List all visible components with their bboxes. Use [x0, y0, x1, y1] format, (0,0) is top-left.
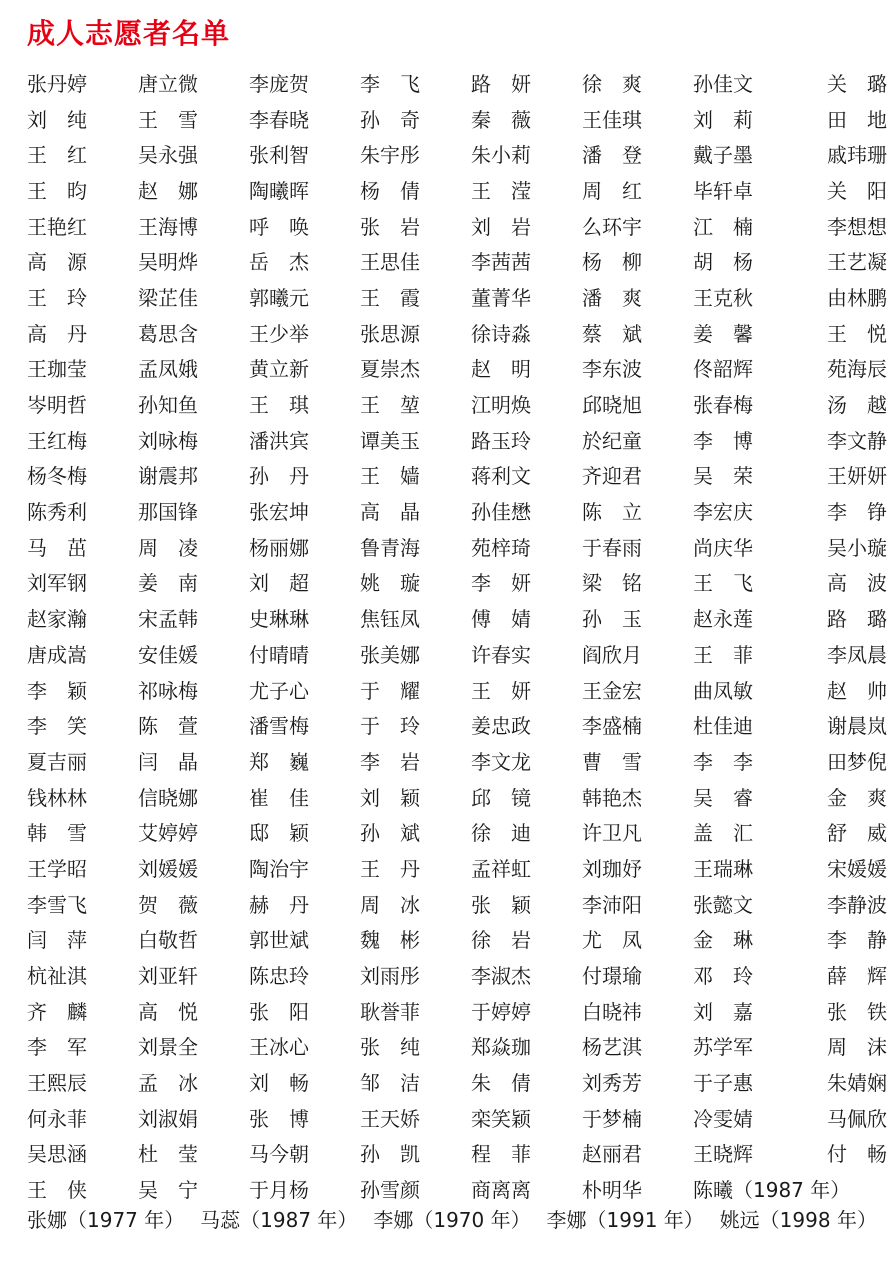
volunteer-name: 郑焱珈 — [471, 1035, 531, 1060]
volunteer-name: 王 菲 — [693, 642, 753, 667]
volunteer-name: 郭曦元 — [249, 285, 309, 310]
volunteer-name: 张 铁 — [827, 999, 887, 1024]
volunteer-name: 付 畅 — [827, 1142, 887, 1167]
volunteer-name: 李盛楠 — [582, 714, 642, 739]
volunteer-name: 刘咏梅 — [138, 428, 198, 453]
volunteer-name: 刘媛媛 — [138, 856, 198, 881]
volunteer-name-with-year: 李娜（1970 年） — [373, 1208, 531, 1232]
volunteer-name: 王晓辉 — [693, 1142, 753, 1167]
volunteer-name: 于月杨 — [249, 1178, 309, 1203]
volunteer-name: 刘 畅 — [249, 1071, 309, 1096]
volunteer-name: 朱宇彤 — [360, 143, 420, 168]
volunteer-name: 刘雨彤 — [360, 964, 420, 989]
volunteer-name: 尤子心 — [249, 678, 309, 703]
volunteer-name: 马今朝 — [249, 1142, 309, 1167]
volunteer-name: 邸 颖 — [249, 821, 309, 846]
volunteer-name: 王学昭 — [27, 856, 87, 881]
volunteer-name: 毕轩卓 — [693, 178, 753, 203]
volunteer-name: 王金宏 — [582, 678, 642, 703]
final-name-line — [27, 1208, 877, 1232]
volunteer-name: 朴明华 — [582, 1178, 642, 1203]
volunteer-name: 郑 巍 — [249, 749, 309, 774]
volunteer-name: 赵 帅 — [827, 678, 887, 703]
volunteer-name: 吴 荣 — [693, 464, 753, 489]
volunteer-name: 吴 睿 — [693, 785, 753, 810]
volunteer-name: 李 颖 — [27, 678, 87, 703]
volunteer-name: 张 博 — [249, 1106, 309, 1131]
volunteer-name: 李静波 — [827, 892, 887, 917]
volunteer-name: 曲凤敏 — [693, 678, 753, 703]
volunteer-name: 蔡 斌 — [582, 321, 642, 346]
volunteer-name: 付璟瑜 — [582, 964, 642, 989]
volunteer-name: 王 雪 — [138, 107, 198, 132]
volunteer-name: 孙 斌 — [360, 821, 420, 846]
volunteer-name: 潘雪梅 — [249, 714, 309, 739]
volunteer-name: 钱林林 — [27, 785, 87, 810]
volunteer-name: 张利智 — [249, 143, 309, 168]
volunteer-name: 王瑞琳 — [693, 856, 753, 881]
volunteer-name: 陶治宇 — [249, 856, 309, 881]
volunteer-name: 程 菲 — [471, 1142, 531, 1167]
volunteer-name: 孟祥虹 — [471, 856, 531, 881]
volunteer-name: 赵丽君 — [582, 1142, 642, 1167]
volunteer-name: 潘洪宾 — [249, 428, 309, 453]
volunteer-name: 汤 越 — [827, 393, 887, 418]
volunteer-name: 杨冬梅 — [27, 464, 87, 489]
volunteer-name: 王红梅 — [27, 428, 87, 453]
volunteer-name: 李东波 — [582, 357, 642, 382]
volunteer-name: 周 凌 — [138, 535, 198, 560]
volunteer-name: 邱 镜 — [471, 785, 531, 810]
volunteer-name: 杨丽娜 — [249, 535, 309, 560]
volunteer-name: 许春实 — [471, 642, 531, 667]
volunteer-name: 郭世斌 — [249, 928, 309, 953]
volunteer-name: 李 李 — [693, 749, 753, 774]
volunteer-name: 孟凤娥 — [138, 357, 198, 382]
page-title: 成人志愿者名单 — [27, 17, 231, 50]
volunteer-name: 李沛阳 — [582, 892, 642, 917]
volunteer-name: 王 堃 — [360, 393, 420, 418]
volunteer-name: 江 楠 — [693, 214, 753, 239]
volunteer-name: 李春晓 — [249, 107, 309, 132]
volunteer-name: 徐诗淼 — [471, 321, 531, 346]
volunteer-name: 高 悦 — [138, 999, 198, 1024]
volunteer-name: 杨 倩 — [360, 178, 420, 203]
volunteer-name: 王 滢 — [471, 178, 531, 203]
volunteer-name: 戚玮珊 — [827, 143, 887, 168]
volunteer-name: 孙佳懋 — [471, 500, 531, 525]
volunteer-name: 李凤晨 — [827, 642, 887, 667]
volunteer-name: 王 玲 — [27, 285, 87, 310]
volunteer-name: 李 军 — [27, 1035, 87, 1060]
volunteer-name: 蒋利文 — [471, 464, 531, 489]
volunteer-name: 那国锋 — [138, 500, 198, 525]
volunteer-name: 赵家瀚 — [27, 607, 87, 632]
volunteer-name: 刘军钢 — [27, 571, 87, 596]
volunteer-name: 李 妍 — [471, 571, 531, 596]
volunteer-name: 曹 雪 — [582, 749, 642, 774]
volunteer-name: 高 源 — [27, 250, 87, 275]
volunteer-name: 祁咏梅 — [138, 678, 198, 703]
volunteer-name: 胡 杨 — [693, 250, 753, 275]
volunteer-name: 李茜茜 — [471, 250, 531, 275]
volunteer-name: 张 颖 — [471, 892, 531, 917]
volunteer-name: 呼 唤 — [249, 214, 309, 239]
volunteer-name: 秦 薇 — [471, 107, 531, 132]
volunteer-name: 刘 超 — [249, 571, 309, 596]
volunteer-name-grid — [27, 66, 887, 1208]
volunteer-name: 尤 凤 — [582, 928, 642, 953]
volunteer-name: 岑明哲 — [27, 393, 87, 418]
volunteer-name: 薛 辉 — [827, 964, 887, 989]
volunteer-name: 崔 佳 — [249, 785, 309, 810]
volunteer-name: 赵 娜 — [138, 178, 198, 203]
volunteer-name: 史琳琳 — [249, 607, 309, 632]
volunteer-name: 闫 萍 — [27, 928, 87, 953]
volunteer-name: 李文静 — [827, 428, 887, 453]
volunteer-name: 李想想 — [827, 214, 887, 239]
volunteer-name: 耿誉菲 — [360, 999, 420, 1024]
volunteer-name: 王冰心 — [249, 1035, 309, 1060]
volunteer-name: 李雪飞 — [27, 892, 87, 917]
volunteer-name: 邹 洁 — [360, 1071, 420, 1096]
volunteer-name: 孙 玉 — [582, 607, 642, 632]
volunteer-name: 田梦倪 — [827, 749, 887, 774]
volunteer-name: 孙雪颜 — [360, 1178, 420, 1203]
volunteer-name: 谭美玉 — [360, 428, 420, 453]
volunteer-name: 吴明烨 — [138, 250, 198, 275]
volunteer-name: 王 霞 — [360, 285, 420, 310]
volunteer-name: 刘淑娟 — [138, 1106, 198, 1131]
volunteer-name: 姜忠政 — [471, 714, 531, 739]
volunteer-name: 盖 汇 — [693, 821, 753, 846]
volunteer-name: 佟韶辉 — [693, 357, 753, 382]
volunteer-name: 李庞贺 — [249, 71, 309, 96]
volunteer-name: 刘 莉 — [693, 107, 753, 132]
volunteer-name: 金 琳 — [693, 928, 753, 953]
volunteer-name: 吴永强 — [138, 143, 198, 168]
volunteer-name: 朱婧娴 — [827, 1071, 887, 1096]
volunteer-name: 孙 奇 — [360, 107, 420, 132]
volunteer-name: 冷雯婧 — [693, 1106, 753, 1131]
volunteer-name: 谢震邦 — [138, 464, 198, 489]
volunteer-name: 高 波 — [827, 571, 887, 596]
volunteer-name: 王 侠 — [27, 1178, 87, 1203]
volunteer-name: 赵 明 — [471, 357, 531, 382]
volunteer-name: 朱小莉 — [471, 143, 531, 168]
volunteer-name: 张 岩 — [360, 214, 420, 239]
volunteer-name: 岳 杰 — [249, 250, 309, 275]
volunteer-name: 孙知鱼 — [138, 393, 198, 418]
volunteer-name: 王 丹 — [360, 856, 420, 881]
volunteer-name: 王 琪 — [249, 393, 309, 418]
volunteer-name: 白晓祎 — [582, 999, 642, 1024]
volunteer-name: 姚 璇 — [360, 571, 420, 596]
volunteer-name: 潘 爽 — [582, 285, 642, 310]
volunteer-name: 宋孟韩 — [138, 607, 198, 632]
volunteer-name: 陈忠玲 — [249, 964, 309, 989]
volunteer-name: 张思源 — [360, 321, 420, 346]
volunteer-name: 王 嫱 — [360, 464, 420, 489]
volunteer-name: 由林鹏 — [827, 285, 887, 310]
volunteer-name: 梁 铭 — [582, 571, 642, 596]
volunteer-name: 唐立微 — [138, 71, 198, 96]
volunteer-name: 王 悦 — [827, 321, 887, 346]
volunteer-name: 闫 晶 — [138, 749, 198, 774]
volunteer-name: 刘 岩 — [471, 214, 531, 239]
volunteer-name: 徐 岩 — [471, 928, 531, 953]
volunteer-name: 马 茁 — [27, 535, 87, 560]
volunteer-name: 刘 嘉 — [693, 999, 753, 1024]
volunteer-name: 於纪童 — [582, 428, 642, 453]
volunteer-name: 路 璐 — [827, 607, 887, 632]
volunteer-name: 鲁青海 — [360, 535, 420, 560]
volunteer-name: 贺 薇 — [138, 892, 198, 917]
volunteer-name: 孙 凯 — [360, 1142, 420, 1167]
volunteer-name: 赵永莲 — [693, 607, 753, 632]
volunteer-name: 信晓娜 — [138, 785, 198, 810]
volunteer-name: 杜佳迪 — [693, 714, 753, 739]
volunteer-name: 王妍妍 — [827, 464, 887, 489]
volunteer-name: 于婷婷 — [471, 999, 531, 1024]
volunteer-name: 田 地 — [827, 107, 887, 132]
volunteer-name: 路 妍 — [471, 71, 531, 96]
volunteer-name: 刘亚轩 — [138, 964, 198, 989]
volunteer-name: 赫 丹 — [249, 892, 309, 917]
volunteer-name: 齐迎君 — [582, 464, 642, 489]
volunteer-name: 傅 婧 — [471, 607, 531, 632]
volunteer-name: 姜 南 — [138, 571, 198, 596]
volunteer-name: 白敬哲 — [138, 928, 198, 953]
volunteer-name: 李 博 — [693, 428, 753, 453]
volunteer-name: 葛思含 — [138, 321, 198, 346]
volunteer-name: 梁芷佳 — [138, 285, 198, 310]
volunteer-name: 夏崇杰 — [360, 357, 420, 382]
volunteer-name: 马佩欣 — [827, 1106, 887, 1131]
volunteer-name: 戴子墨 — [693, 143, 753, 168]
volunteer-name: 潘 登 — [582, 143, 642, 168]
volunteer-name-with-year: 陈曦（1987 年） — [693, 1178, 851, 1203]
volunteer-name: 高 丹 — [27, 321, 87, 346]
volunteer-name: 王克秋 — [693, 285, 753, 310]
volunteer-name: 路玉玲 — [471, 428, 531, 453]
volunteer-name: 王少举 — [249, 321, 309, 346]
volunteer-name-with-year: 李娜（1991 年） — [546, 1208, 704, 1232]
volunteer-name: 谢晨岚 — [827, 714, 887, 739]
volunteer-name: 周 红 — [582, 178, 642, 203]
volunteer-name: 张丹婷 — [27, 71, 87, 96]
volunteer-name: 关 璐 — [827, 71, 887, 96]
volunteer-name: 韩 雪 — [27, 821, 87, 846]
volunteer-name: 周 冰 — [360, 892, 420, 917]
volunteer-name: 王 妍 — [471, 678, 531, 703]
volunteer-name: 于子惠 — [693, 1071, 753, 1096]
volunteer-name: 董菁华 — [471, 285, 531, 310]
volunteer-name-with-year: 姚远（1998 年） — [719, 1208, 877, 1232]
volunteer-name: 刘秀芳 — [582, 1071, 642, 1096]
volunteer-name: 张懿文 — [693, 892, 753, 917]
volunteer-name: 魏 彬 — [360, 928, 420, 953]
volunteer-name: 邓 玲 — [693, 964, 753, 989]
volunteer-name: 刘珈妤 — [582, 856, 642, 881]
volunteer-name: 李淑杰 — [471, 964, 531, 989]
volunteer-name: 何永菲 — [27, 1106, 87, 1131]
volunteer-name: 于 耀 — [360, 678, 420, 703]
volunteer-name: 张美娜 — [360, 642, 420, 667]
volunteer-name: 苑海辰 — [827, 357, 887, 382]
volunteer-name: 王海博 — [138, 214, 198, 239]
volunteer-name: 王 昀 — [27, 178, 87, 203]
volunteer-name: 齐 麟 — [27, 999, 87, 1024]
volunteer-name: 吴小璇 — [827, 535, 887, 560]
volunteer-name: 陶曦晖 — [249, 178, 309, 203]
volunteer-name: 杨艺淇 — [582, 1035, 642, 1060]
volunteer-name: 陈秀利 — [27, 500, 87, 525]
volunteer-name: 金 爽 — [827, 785, 887, 810]
volunteer-name: 徐 爽 — [582, 71, 642, 96]
volunteer-name-with-year: 张娜（1977 年） — [27, 1208, 185, 1232]
volunteer-name: 杜 莹 — [138, 1142, 198, 1167]
volunteer-name: 张 纯 — [360, 1035, 420, 1060]
volunteer-name: 么环宇 — [582, 214, 642, 239]
volunteer-name-with-year: 马蕊（1987 年） — [200, 1208, 358, 1232]
volunteer-name: 王艺凝 — [827, 250, 887, 275]
volunteer-name: 苑梓琦 — [471, 535, 531, 560]
volunteer-name: 刘景全 — [138, 1035, 198, 1060]
volunteer-name: 王 飞 — [693, 571, 753, 596]
volunteer-name: 吴思涵 — [27, 1142, 87, 1167]
volunteer-name: 李 铮 — [827, 500, 887, 525]
volunteer-name: 于春雨 — [582, 535, 642, 560]
volunteer-name: 孟 冰 — [138, 1071, 198, 1096]
volunteer-name: 杭祉淇 — [27, 964, 87, 989]
volunteer-name: 于 玲 — [360, 714, 420, 739]
volunteer-name: 韩艳杰 — [582, 785, 642, 810]
volunteer-name: 徐 迪 — [471, 821, 531, 846]
volunteer-name: 刘 纯 — [27, 107, 87, 132]
volunteer-name: 刘 颖 — [360, 785, 420, 810]
volunteer-name: 江明焕 — [471, 393, 531, 418]
volunteer-name: 艾婷婷 — [138, 821, 198, 846]
volunteer-name: 尚庆华 — [693, 535, 753, 560]
volunteer-name: 商离离 — [471, 1178, 531, 1203]
volunteer-name: 关 阳 — [827, 178, 887, 203]
volunteer-name: 舒 威 — [827, 821, 887, 846]
volunteer-name: 付晴晴 — [249, 642, 309, 667]
volunteer-name: 王熙辰 — [27, 1071, 87, 1096]
volunteer-name: 高 晶 — [360, 500, 420, 525]
volunteer-name: 许卫凡 — [582, 821, 642, 846]
volunteer-name: 陈 立 — [582, 500, 642, 525]
volunteer-name: 安佳媛 — [138, 642, 198, 667]
volunteer-name: 杨 柳 — [582, 250, 642, 275]
volunteer-name: 焦钰凤 — [360, 607, 420, 632]
volunteer-name: 吴 宁 — [138, 1178, 198, 1203]
volunteer-name: 张春梅 — [693, 393, 753, 418]
volunteer-name: 夏吉丽 — [27, 749, 87, 774]
volunteer-name: 黄立新 — [249, 357, 309, 382]
volunteer-name: 张宏坤 — [249, 500, 309, 525]
volunteer-name: 王天娇 — [360, 1106, 420, 1131]
volunteer-name: 周 沫 — [827, 1035, 887, 1060]
volunteer-name: 苏学军 — [693, 1035, 753, 1060]
volunteer-name: 姜 馨 — [693, 321, 753, 346]
volunteer-name: 王艳红 — [27, 214, 87, 239]
volunteer-name: 朱 倩 — [471, 1071, 531, 1096]
volunteer-name: 李 静 — [827, 928, 887, 953]
volunteer-name: 王珈莹 — [27, 357, 87, 382]
volunteer-name: 李 飞 — [360, 71, 420, 96]
volunteer-name: 陈 萱 — [138, 714, 198, 739]
volunteer-name: 李文龙 — [471, 749, 531, 774]
volunteer-name: 唐成嵩 — [27, 642, 87, 667]
volunteer-name: 邱晓旭 — [582, 393, 642, 418]
volunteer-name: 王思佳 — [360, 250, 420, 275]
volunteer-name: 栾笑颖 — [471, 1106, 531, 1131]
volunteer-name: 李 岩 — [360, 749, 420, 774]
volunteer-name: 李宏庆 — [693, 500, 753, 525]
volunteer-name: 李 笑 — [27, 714, 87, 739]
volunteer-name: 孙佳文 — [693, 71, 753, 96]
volunteer-name: 王 红 — [27, 143, 87, 168]
volunteer-name: 张 阳 — [249, 999, 309, 1024]
volunteer-name: 于梦楠 — [582, 1106, 642, 1131]
volunteer-name: 孙 丹 — [249, 464, 309, 489]
volunteer-name: 阎欣月 — [582, 642, 642, 667]
volunteer-name: 宋媛媛 — [827, 856, 887, 881]
volunteer-name: 王佳琪 — [582, 107, 642, 132]
